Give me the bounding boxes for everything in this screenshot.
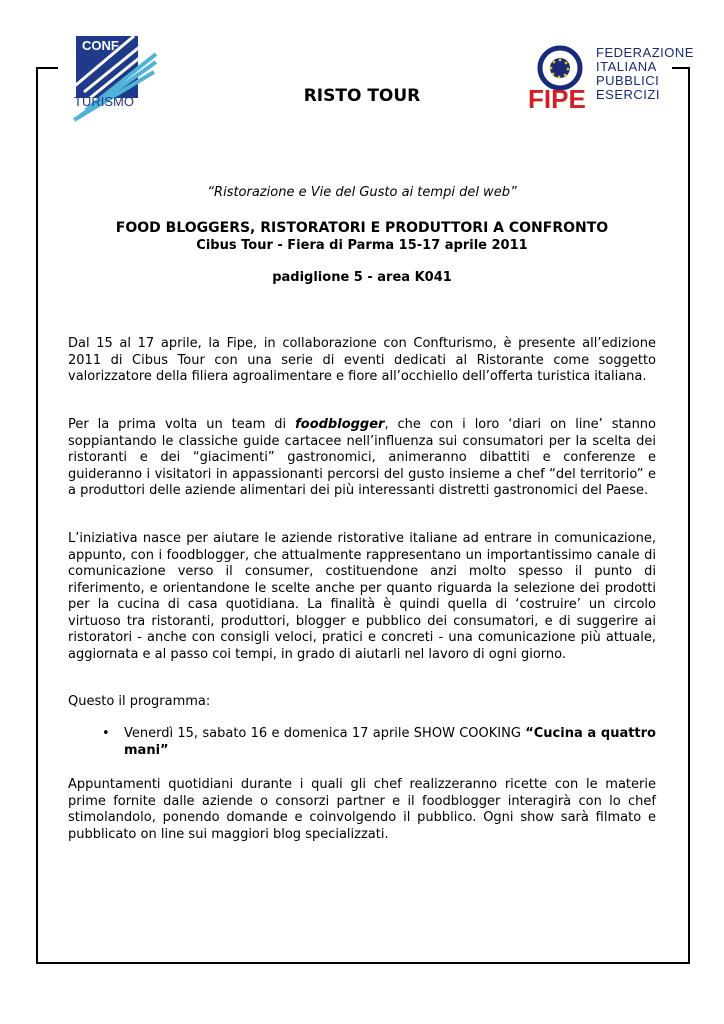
bullet-icon: •	[102, 726, 110, 741]
confturismo-logo	[64, 30, 160, 122]
fipe-line: FEDERAZIONE	[596, 45, 694, 60]
section-subheading: Cibus Tour - Fiera di Parma 15-17 aprile 2011	[196, 238, 528, 253]
list-item-text	[124, 726, 656, 759]
paragraph-programme: Questo il programma:	[68, 694, 211, 709]
list-item-label: Venerdì 15, sabato 16 e domenica 17 aprile SHOW COOKING	[124, 726, 526, 741]
fipe-line: ITALIANA	[596, 59, 657, 74]
svg-text:CONF: CONF	[82, 38, 119, 53]
frame-bottom	[36, 962, 690, 964]
paragraph-intro: Dal 15 al 17 aprile, la Fipe, in collaborazione con Confturismo, è presente all’edizione 2011 di Cibus Tour con una serie di eventi dedicati al Ristorante come soggetto valorizzatore della filiera agroalimentare e fiore all’occhiello dell’offerta turistica italiana.	[68, 336, 656, 384]
paragraph-text: , che con i loro ‘diari on line’ stanno soppiantando le classiche guide cartacee nell’influenza sui consumatori per la scelta dei ristoranti e dei “giacimenti” gastronomici, animeranno dibattiti e conferenze e guideranno i visitatori in appassionanti percorsi del gusto insieme a chef “del territorio” e a produttori delle aziende alimentari dei più interessanti distretti gastronomici del Paese.	[68, 417, 656, 498]
frame-left	[36, 67, 38, 964]
paragraph-appointments: Appuntamenti quotidiani durante i quali gli chef realizzeranno ricette con le materie prime fornite dalle aziende o consorzi partner e il foodblogger interagirà con lo chef stimolandolo, ponendo domande e coinvolgendo il pubblico. Ogni show sarà filmato e pubblicato on line sui maggiori blog specializzati.	[68, 777, 656, 842]
section-heading: FOOD BLOGGERS, RISTORATORI E PRODUTTORI A CONFRONTO	[115, 220, 609, 236]
svg-text:FIPE: FIPE	[528, 84, 586, 114]
paragraph-initiative: L’iniziativa nasce per aiutare le aziende ristorative italiane ad entrare in comunicazione, appunto, con i foodblogger, che attualmente rappresentano un importantissimo canale di comunicazione verso il consumer, costituendone anzi molto spesso il punto di riferimento, e orientandone le scelte anche per quanto riguarda la selezione dei prodotti per la cucina di casa quotidiana. La finalità è quindi quella di ‘costruire’ un circolo virtuoso tra ristoranti, produttori, blogger e pubblico dei consumatori, e di suggerire ai ristoratori - anche con consigli veloci, pratici e concreti - una comunicazione più attuale, aggiornata e al passo coi tempi, in grado di aiutarli nel lavoro di ogni giorno.	[68, 531, 656, 662]
frame-right	[688, 67, 690, 964]
document-subtitle: “Ristorazione e Vie del Gusto ai tempi del web”	[207, 185, 517, 200]
document-title: RISTO TOUR	[303, 86, 421, 106]
fipe-line: PUBBLICI	[596, 73, 660, 88]
emphasis-foodblogger: foodblogger	[295, 417, 385, 432]
pavilion-info: padiglione 5 - area K041	[272, 270, 452, 285]
fipe-line: ESERCIZI	[596, 87, 660, 102]
list-item-bold: “Cucina a quattro mani”	[124, 726, 656, 758]
paragraph-foodblogger	[68, 417, 656, 500]
svg-text:TURISMO: TURISMO	[74, 94, 134, 109]
paragraph-text: Per la prima volta un team di	[68, 417, 296, 432]
frame-top-left	[36, 67, 58, 69]
